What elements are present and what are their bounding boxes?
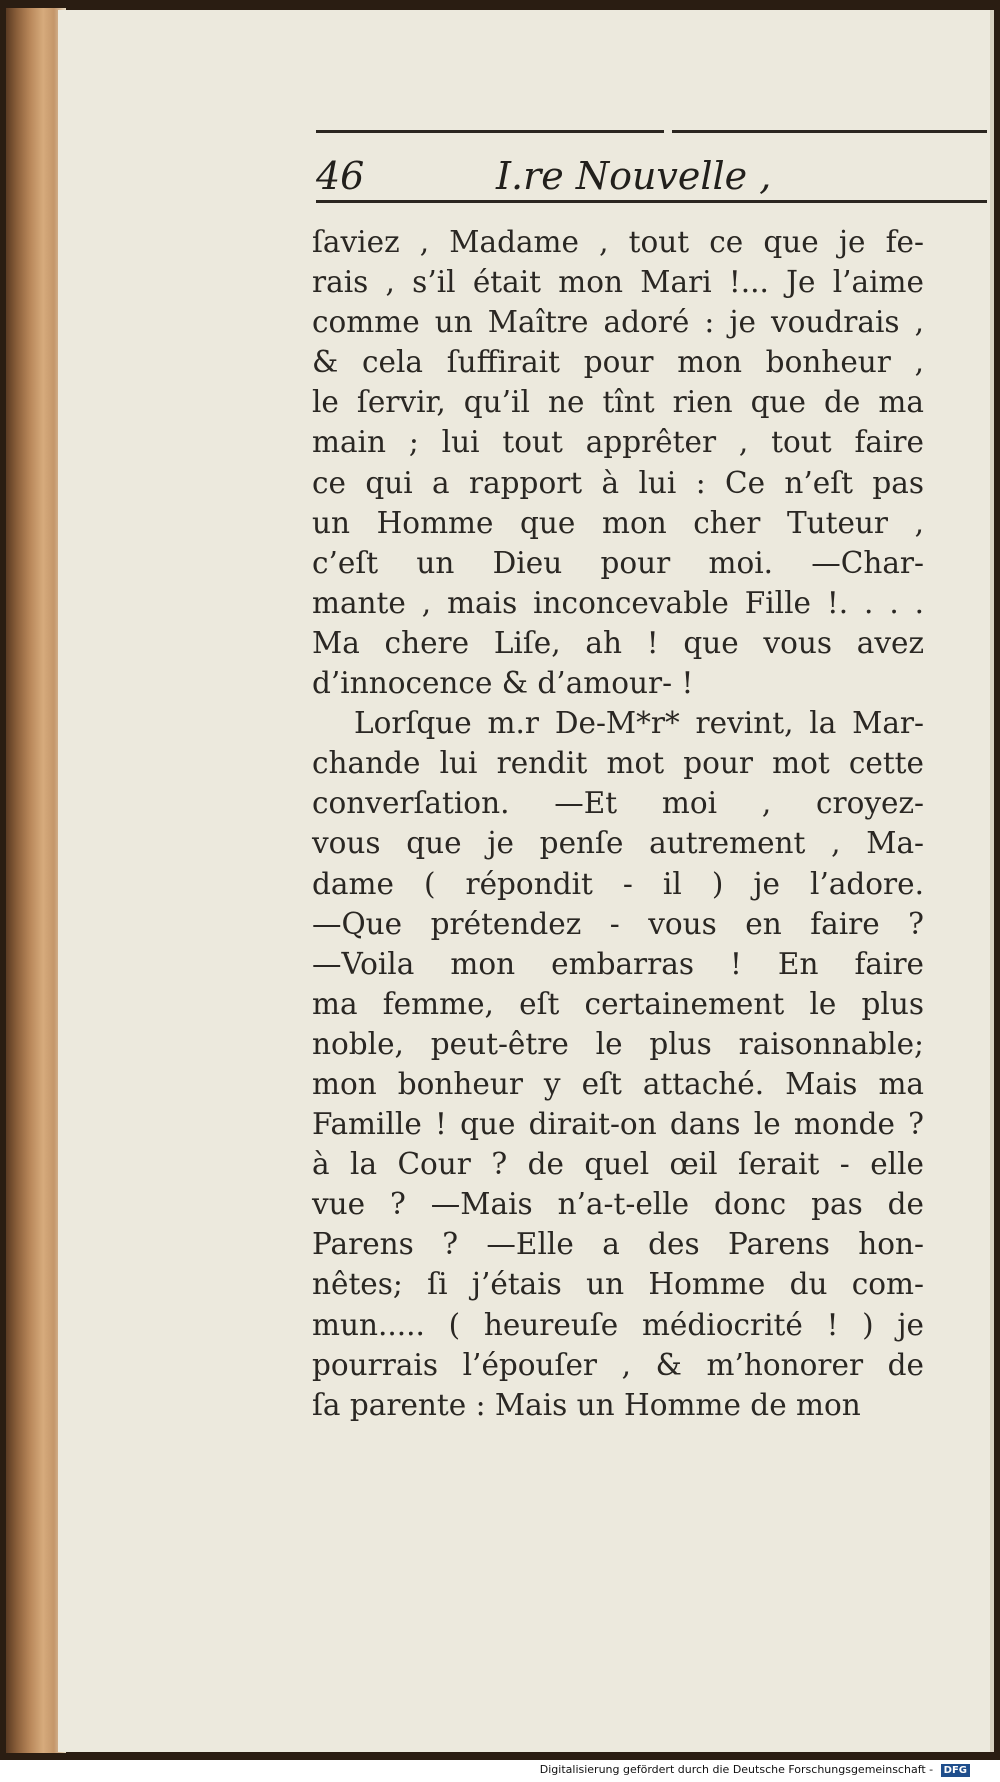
header-rule-top-right	[672, 130, 987, 133]
text-line: dame ( répondit - il ) je l’adore.	[312, 866, 924, 901]
dfg-logo: DFG	[941, 1764, 970, 1777]
text-line: main ; lui tout apprêter , tout faire	[312, 425, 924, 460]
body-text	[312, 222, 924, 1425]
text-line: ce qui a rapport à lui : Ce n’eſt pas	[312, 465, 924, 500]
text-line: vous que je penſe autrement , Ma-	[312, 826, 924, 861]
running-head	[316, 150, 926, 206]
text-line: noble, peut-être le plus raisonnable;	[312, 1026, 924, 1061]
text-line: à la Cour ? de quel œil ſerait - elle	[312, 1147, 924, 1182]
text-line: vue ? —Mais n’a-t-elle donc pas de	[312, 1187, 924, 1222]
funding-note-text: Digitalisierung gefördert durch die Deutsche Forschungsgemeinschaft -	[539, 1763, 934, 1776]
text-line: converſation. —Et moi , croyez-	[312, 786, 924, 821]
page-number: 46	[316, 154, 365, 198]
text-line: Famille ! que dirait-on dans le monde ?	[312, 1107, 924, 1142]
text-line: pourrais l’épouſer , & m’honorer de	[312, 1347, 924, 1382]
footer-band	[0, 1760, 1000, 1782]
text-line: mon bonheur y eſt attaché. Mais ma	[312, 1066, 924, 1101]
text-line: mun..... ( heureuſe médiocrité ! ) je	[312, 1307, 924, 1342]
header-rule-top-left	[316, 130, 664, 133]
text-line: & cela ſuffirait pour mon bonheur ,	[312, 345, 924, 380]
text-line: —Voila mon embarras ! En faire	[312, 946, 924, 981]
text-line: mante , mais inconcevable Fille !. . . .	[312, 585, 924, 620]
text-line: ſa parente : Mais un Homme de mon	[312, 1387, 861, 1422]
book-page-edge	[6, 8, 66, 1753]
text-line: nêtes; ſi j’étais un Homme du com-	[312, 1267, 924, 1302]
running-title: I.re Nouvelle ,	[496, 154, 772, 198]
text-line: comme un Maître adoré : je voudrais ,	[312, 305, 924, 340]
text-line: Parens ? —Elle a des Parens hon-	[312, 1227, 924, 1262]
text-line: chande lui rendit mot pour mot cette	[312, 746, 924, 781]
text-line: rais , s’il était mon Mari !... Je l’aime	[312, 265, 924, 300]
text-line: d’innocence & d’amour- !	[312, 666, 694, 701]
text-line: —Que prétendez - vous en faire ?	[312, 906, 924, 941]
text-line: ſaviez , Madame , tout ce que je fe-	[312, 225, 924, 259]
text-line: Lorſque m.r De-M*r* revint, la Mar-	[354, 706, 924, 741]
text-line: un Homme que mon cher Tuteur ,	[312, 505, 924, 540]
text-line: c’eſt un Dieu pour moi. —Char-	[312, 545, 924, 580]
funding-note	[540, 1763, 970, 1777]
text-line: le ſervir, qu’il ne tînt rien que de ma	[312, 385, 924, 420]
text-line: Ma chere Liſe, ah ! que vous avez	[312, 625, 924, 660]
text-line: ma femme, eſt certainement le plus	[312, 986, 924, 1021]
